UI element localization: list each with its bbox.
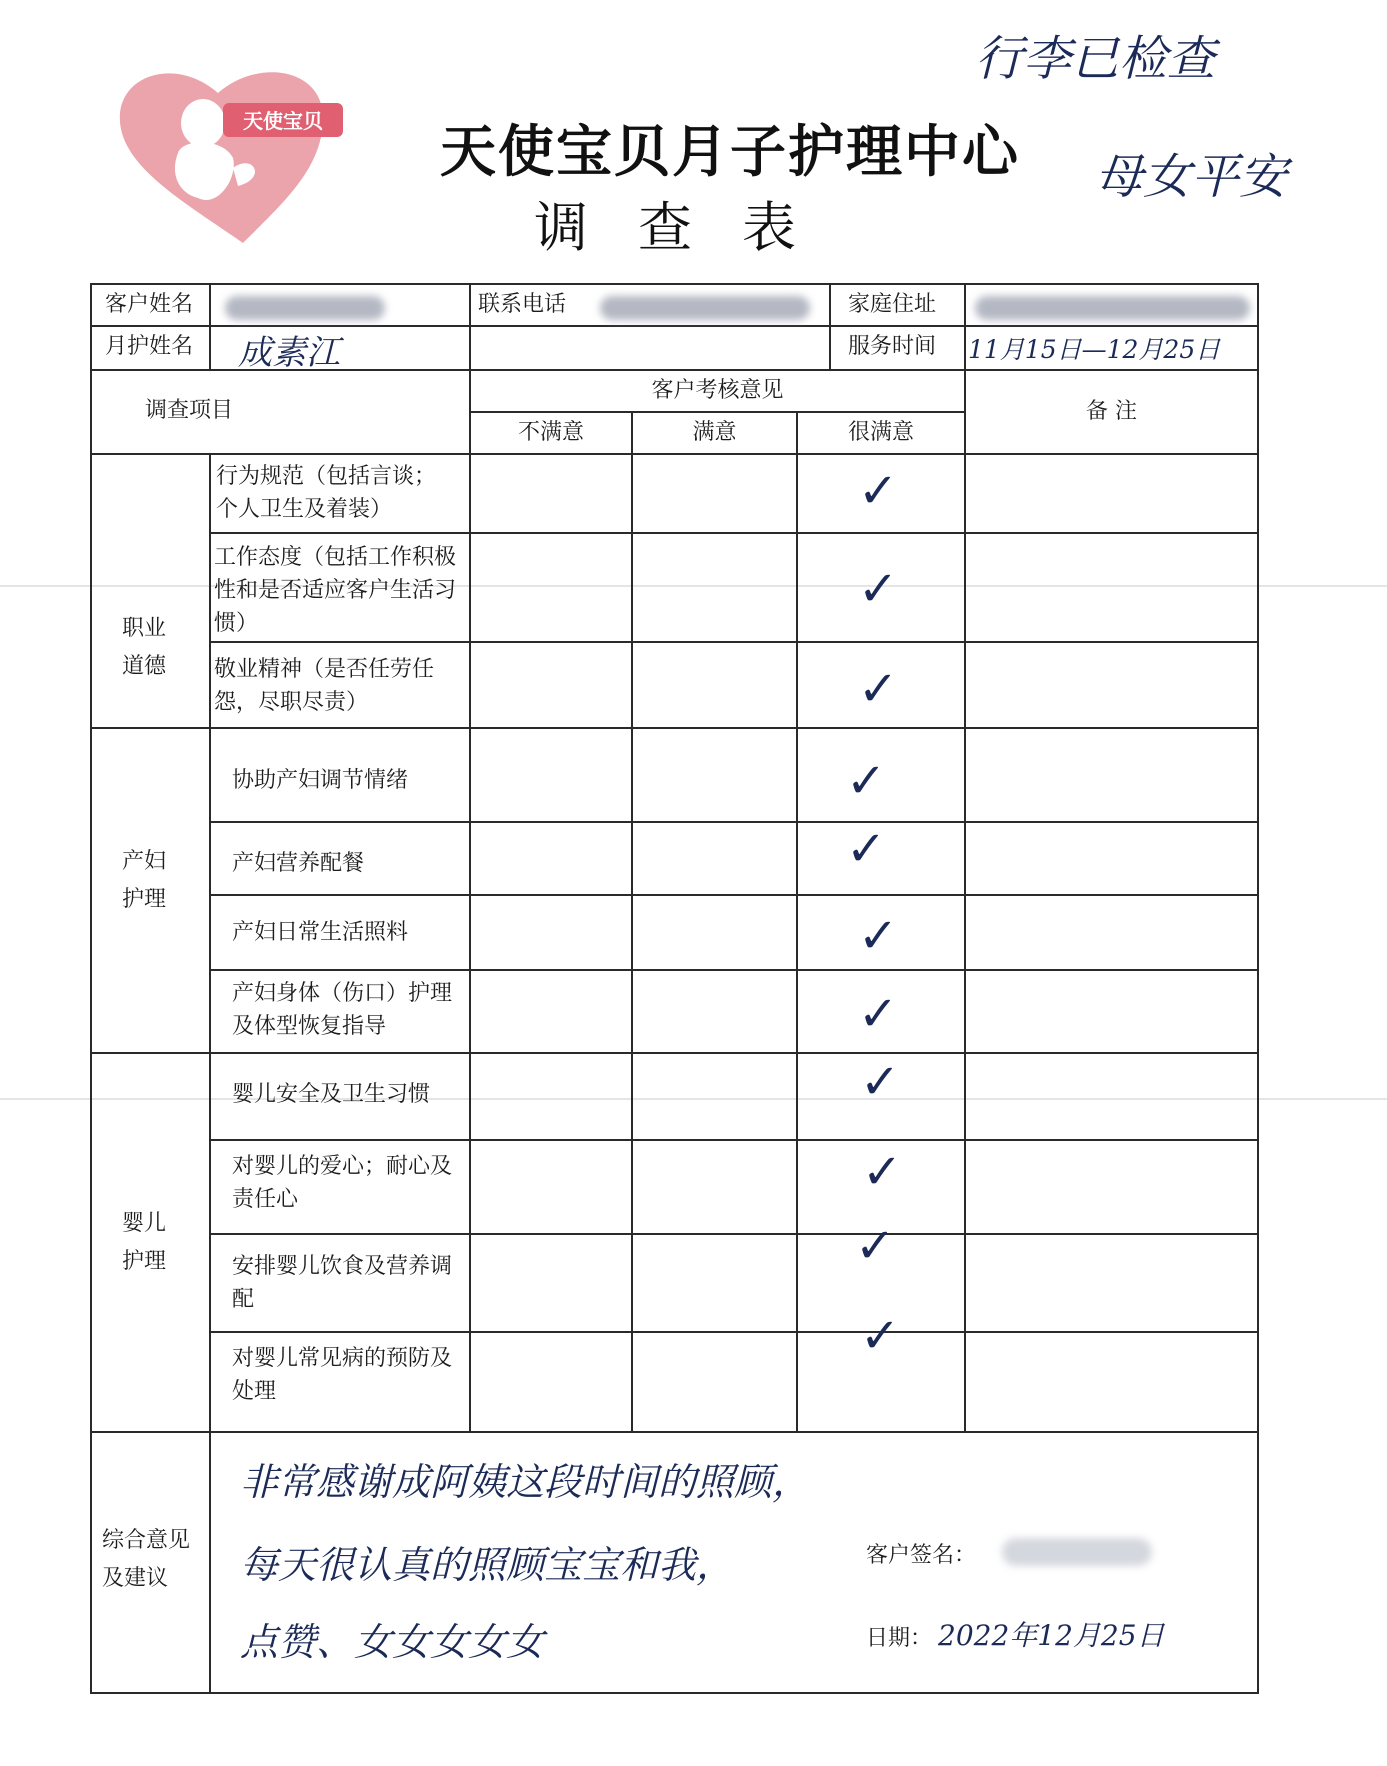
customer-name-label: 客户姓名 xyxy=(105,292,194,317)
check-mark-icon: ✓ xyxy=(860,1054,901,1110)
check-mark-icon: ✓ xyxy=(855,1218,896,1274)
comment-line: 每天很认真的照顾宝宝和我， xyxy=(240,1543,735,1587)
check-mark-icon: ✓ xyxy=(858,986,899,1042)
comment-line: 点赞、女女女女女 xyxy=(240,1620,545,1664)
center-name: 天使宝贝月子护理中心 xyxy=(440,120,1020,185)
address-label: 家庭住址 xyxy=(848,292,937,317)
handwritten-note-luggage: 行李已检查 xyxy=(975,31,1216,87)
rating-header-satisfied: 满意 xyxy=(692,420,737,445)
rating-header-dissatisfied: 不满意 xyxy=(517,420,584,445)
survey-item: 对婴儿的爱心；耐心及责任心 xyxy=(232,1154,453,1212)
phone-label: 联系电话 xyxy=(478,292,567,317)
check-mark-icon: ✓ xyxy=(846,821,887,877)
survey-items-header: 调查项目 xyxy=(145,398,234,423)
survey-item: 敬业精神（是否任劳任怨，尽职尽责） xyxy=(214,657,435,715)
service-time-value: 11月15日—12月25日 xyxy=(968,335,1221,364)
survey-item: 安排婴儿饮食及营养调配 xyxy=(232,1254,453,1312)
handwritten-note-safe: 母女平安 xyxy=(1095,149,1288,205)
comment-line: 非常感谢成阿姨这段时间的照顾， xyxy=(240,1460,811,1504)
address-redacted xyxy=(975,296,1250,320)
customer-name-redacted xyxy=(225,296,385,320)
survey-item: 产妇身体（伤口）护理及体型恢复指导 xyxy=(232,981,453,1039)
summary-label: 综合意见及建议 xyxy=(102,1528,191,1591)
survey-item: 产妇营养配餐 xyxy=(232,851,365,876)
phone-redacted xyxy=(600,296,810,320)
check-mark-icon: ✓ xyxy=(860,1308,901,1364)
survey-item: 婴儿安全及卫生习惯 xyxy=(232,1082,431,1107)
section-professional-ethics: 职业道德 xyxy=(122,616,167,679)
date-value: 2022年12月25日 xyxy=(938,1619,1165,1652)
survey-item: 对婴儿常见病的预防及处理 xyxy=(232,1346,453,1404)
signature-redacted xyxy=(1002,1538,1152,1566)
section-infant-care: 婴儿护理 xyxy=(122,1211,167,1274)
check-mark-icon: ✓ xyxy=(862,1144,903,1200)
survey-item: 工作态度（包括工作积极性和是否适应客户生活习惯） xyxy=(214,545,457,636)
check-mark-icon: ✓ xyxy=(858,463,899,519)
rating-header-very-satisfied: 很满意 xyxy=(847,420,914,445)
signature-label: 客户签名： xyxy=(866,1543,977,1568)
check-mark-icon: ✓ xyxy=(858,561,899,617)
survey-item: 协助产妇调节情绪 xyxy=(232,768,409,793)
logo-text: 天使宝贝 xyxy=(243,109,323,133)
survey-item: 行为规范（包括言谈；个人卫生及着装） xyxy=(216,464,437,522)
check-mark-icon: ✓ xyxy=(858,908,899,964)
nurse-name-label: 月护姓名 xyxy=(105,334,194,359)
check-mark-icon: ✓ xyxy=(858,661,899,717)
form-title: 调查表 xyxy=(534,196,846,259)
section-maternal-care: 产妇护理 xyxy=(122,849,167,912)
remarks-header: 备 注 xyxy=(1086,399,1137,424)
survey-item: 产妇日常生活照料 xyxy=(232,920,409,945)
nurse-name-value: 成素江 xyxy=(238,333,340,373)
check-mark-icon: ✓ xyxy=(846,753,887,809)
date-label: 日期： xyxy=(866,1626,933,1651)
service-time-label: 服务时间 xyxy=(848,334,937,359)
opinion-header: 客户考核意见 xyxy=(651,378,784,403)
